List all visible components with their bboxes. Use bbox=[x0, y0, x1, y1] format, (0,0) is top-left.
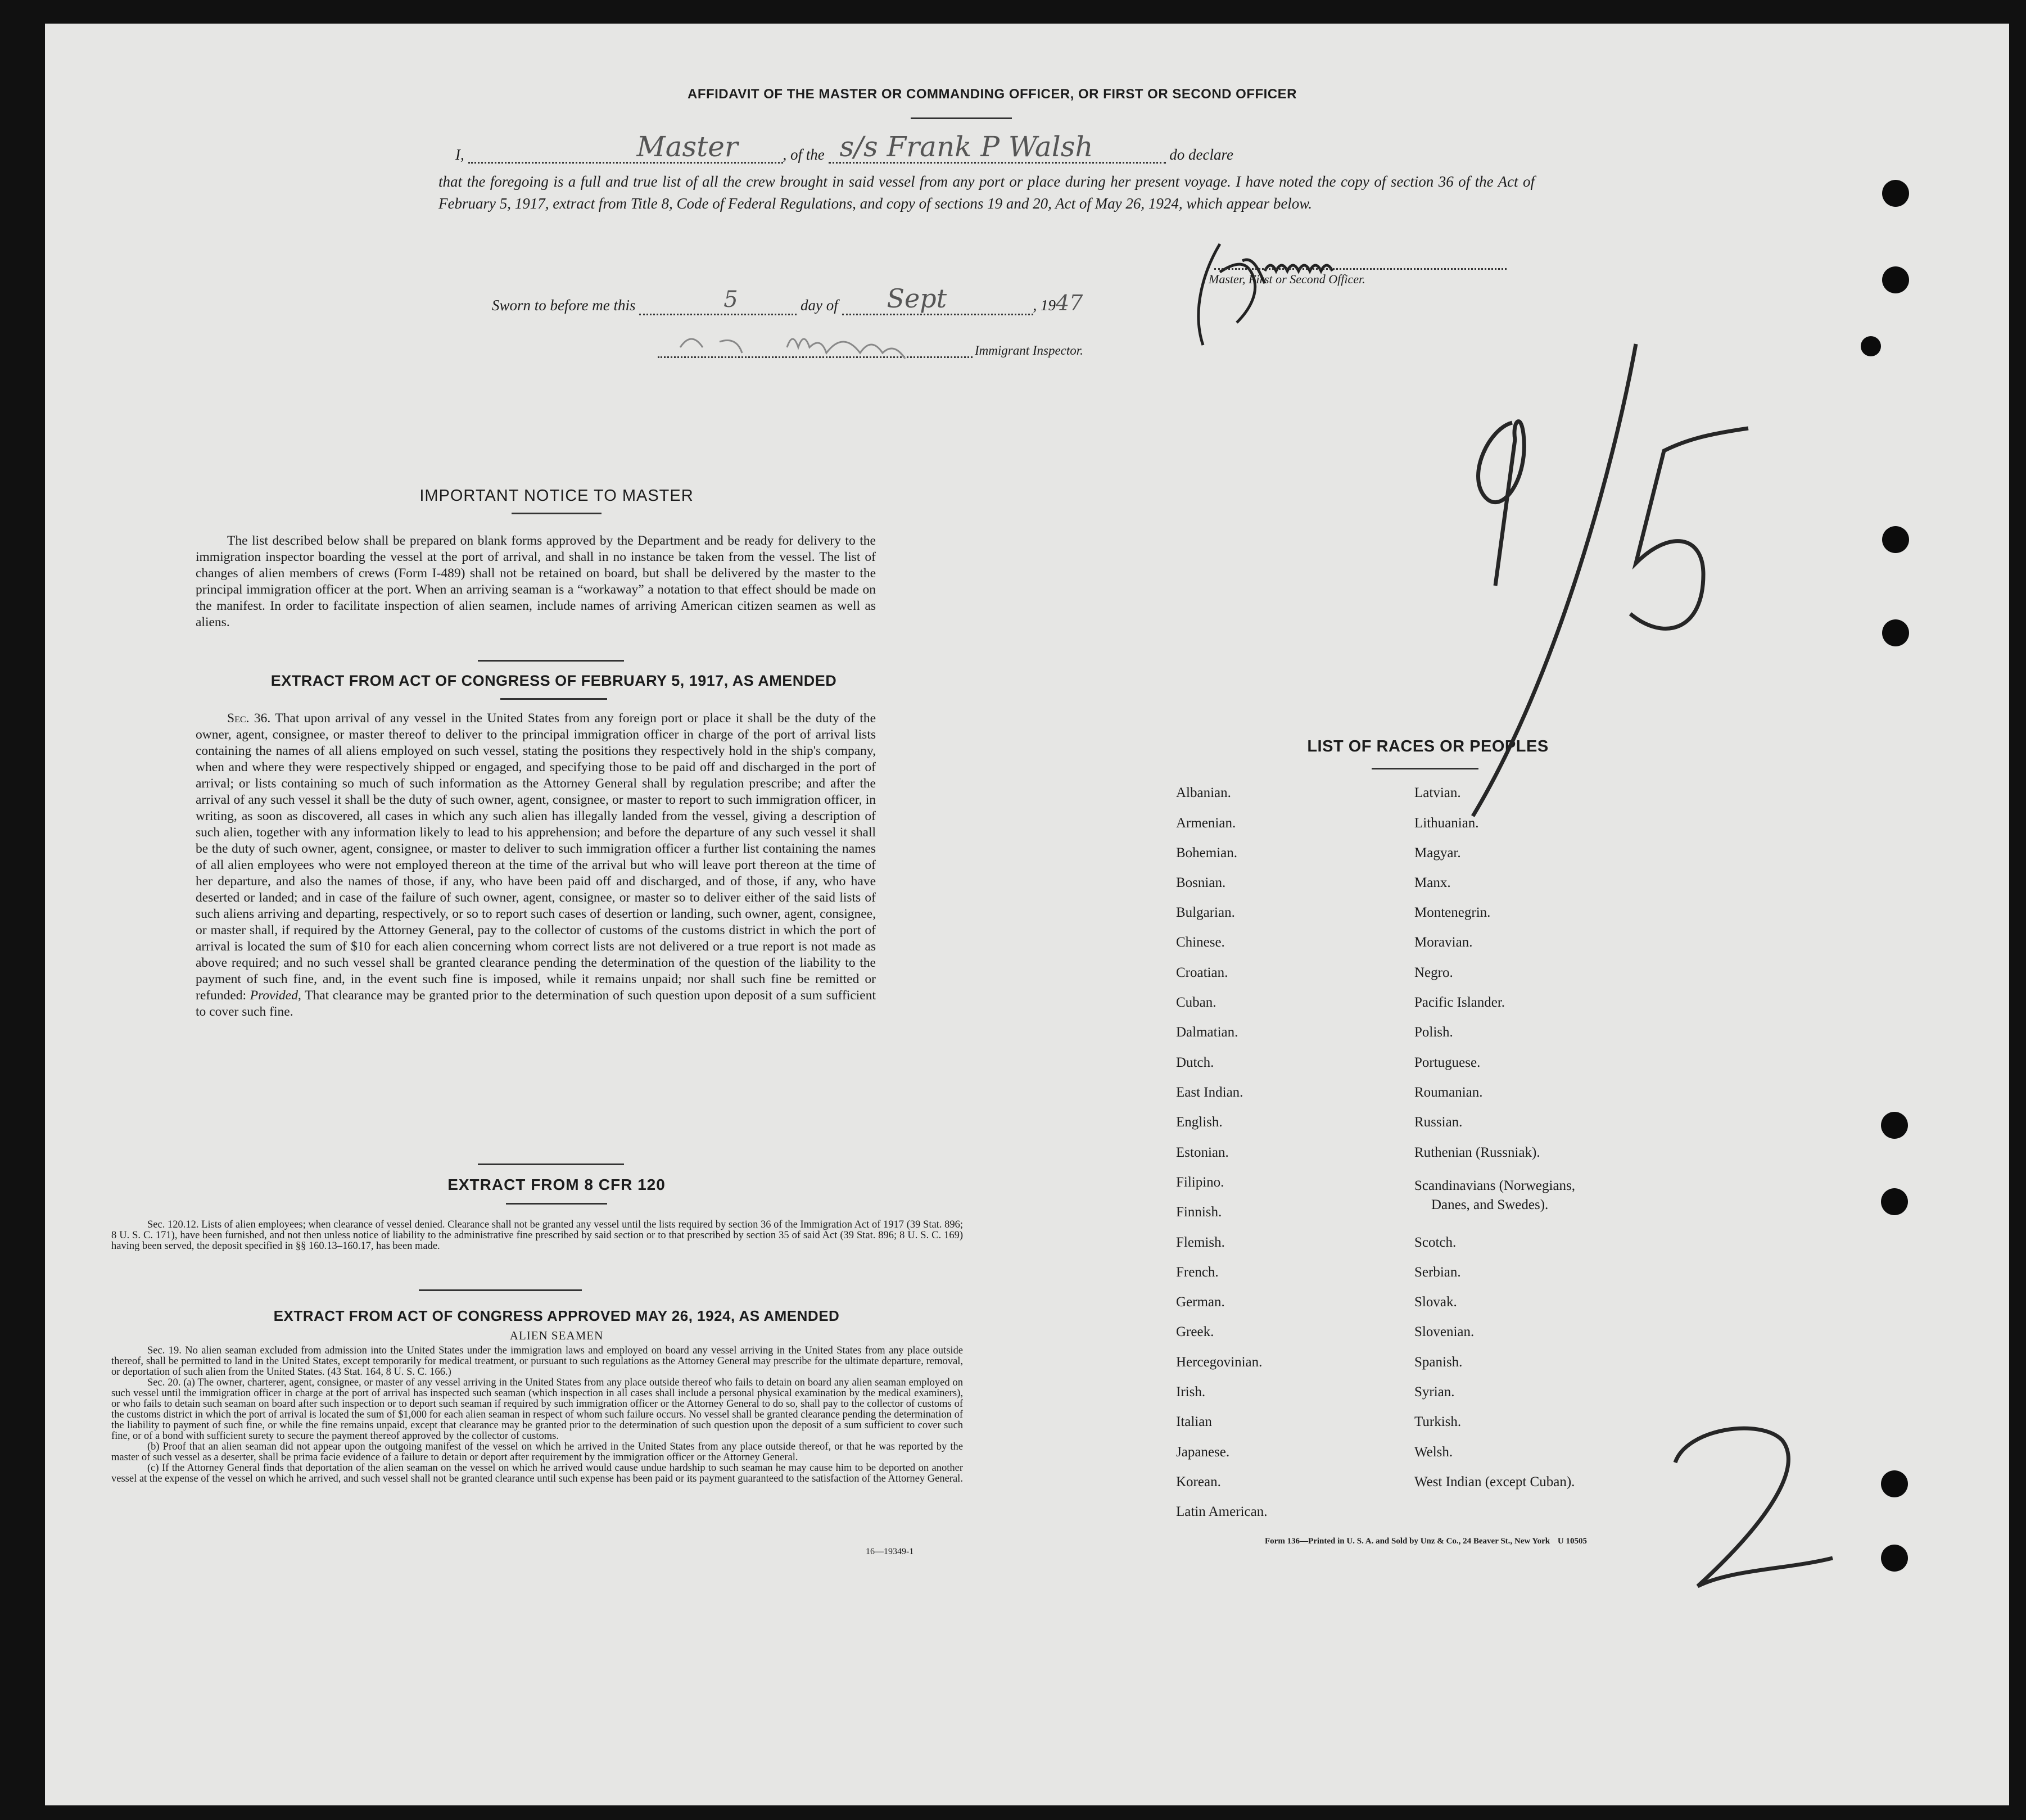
race-item: Latvian. bbox=[1414, 785, 1461, 800]
of-the-label: , of the bbox=[783, 146, 825, 163]
sec-19-text: Sec. 19. No alien seaman excluded from admission into the United States under the immigration laws and employed on board any vessel arriving in the United States from any place outside thereof, shall be permitted to land in the United States, except temporarily for medical treatment, or pursuant to such regulations as the Attorney General may prescribe for the ultimate departure, removal, or deportation of such alien from the United States. (43 Stat. 164, 8 U. S. C. 166.) bbox=[111, 1345, 963, 1378]
cfr-body: Sec. 120.12. Lists of alien employees; when clearance of vessel denied. Clearance shall not be granted any vessel until the lists required by section 36 of the Immigration Act of 1917 (39 Stat. 896; 8 U. S. C. 171), have been furnished, and not then unless notice of liability to the administrative fine prescribed by said section or to that prescribed by section 35 of said Act (39 Stat. 896; 8 U. S. C. 169) having been served, the deposit specified in §§ 160.13–160.17, has been made. bbox=[111, 1219, 963, 1252]
extract-1924-title: EXTRACT FROM ACT OF CONGRESS APPROVED MAY 26, 1924, AS AMENDED bbox=[273, 1307, 840, 1324]
race-item: German. bbox=[1176, 1294, 1225, 1310]
cfr-separator bbox=[419, 1289, 582, 1291]
race-item: Moravian. bbox=[1414, 935, 1473, 950]
handwritten-day: 5 bbox=[723, 287, 738, 313]
race-item: Negro. bbox=[1414, 965, 1453, 980]
race-item: Montenegrin. bbox=[1414, 905, 1491, 920]
punch-hole bbox=[1881, 1545, 1908, 1572]
inspector-label: Immigrant Inspector. bbox=[975, 343, 1083, 357]
punch-hole bbox=[1882, 526, 1909, 553]
sec-19-20-block bbox=[111, 1346, 963, 1484]
race-item: Roumanian. bbox=[1414, 1085, 1483, 1100]
race-item: Scandinavians (Norwegians, bbox=[1414, 1178, 1576, 1193]
race-item: Dalmatian. bbox=[1176, 1025, 1238, 1040]
race-item: Slovenian. bbox=[1414, 1324, 1475, 1339]
sworn-label: Sworn to before me this bbox=[492, 297, 636, 314]
inspector-signature-field bbox=[658, 337, 973, 358]
alien-seamen-subtitle: ALIEN SEAMEN bbox=[509, 1329, 604, 1342]
race-item: Dutch. bbox=[1176, 1055, 1214, 1070]
sec-36-text-a: That upon arrival of any vessel in the United States from any foreign port or place it shall be the duty of the owner, agent, consignee, or master thereof to deliver to the principal immigration officer in charge of the port of arrival lists containing the names of all aliens employed on such vessel, stating the positions they respectively hold in the ship's company, when and where they were respectively shipped or engaged, and specifying those to be paid off and discharged in the port of arrival; or lists containing so much of such information as the Attorney General shall by regulation prescribe; and after the arrival of any such vessel it shall be the duty of such owner, agent, consignee, or master to report to such immigration officer, in writing, as soon as discovered, all cases in which any such alien has illegally landed from the vessel, giving a description of such alien, together with any information likely to lead to his apprehension; and before the departure of any such vessel it shall be the duty of such owner, agent, consignee, or master to deliver to such immigration officer a further list containing the names of all alien employees who were not employed thereon at the time of the arrival but who will leave port thereon at the time of her departure, and also the names of those, if any, who have been paid off and discharged, and of those, if any, who have deserted or landed; and in case of the failure of such owner, agent, consignee, or master so to deliver either of the said lists of such aliens arriving and departing, respectively, or so to report such cases of desertion or landing, such owner, agent, consignee, or master shall, if required by the Attorney General, pay to the collector of customs of the customs district in which the port of arrival is located the sum of $10 for each alien concerning whom correct lists are not delivered or a true report is not made as above required; and no such vessel shall be granted clearance pending the determination of the question of the liability to the payment of such fine, and, in the event such fine is imposed, while it remains unpaid; nor shall such fine be remitted or refunded: bbox=[196, 711, 876, 1003]
race-item: Estonian. bbox=[1176, 1145, 1229, 1160]
punch-hole bbox=[1882, 266, 1909, 293]
sworn-line bbox=[492, 283, 1083, 315]
inspector-line bbox=[658, 337, 1083, 358]
race-item: Hercegovinian. bbox=[1176, 1355, 1263, 1370]
race-item: Albanian. bbox=[1176, 785, 1231, 800]
print-code: 16—19349-1 bbox=[866, 1547, 914, 1556]
sec-36-body bbox=[196, 710, 876, 1020]
race-item: Bulgarian. bbox=[1176, 905, 1235, 920]
notice-separator bbox=[478, 660, 624, 662]
affidavit-title: AFFIDAVIT OF THE MASTER OR COMMANDING OFFICER, OR FIRST OR SECOND OFFICER bbox=[687, 87, 1297, 102]
punch-hole bbox=[1881, 1112, 1908, 1139]
race-item: French. bbox=[1176, 1265, 1219, 1280]
race-item: Ruthenian (Russniak). bbox=[1414, 1145, 1540, 1160]
extract-1917-rule bbox=[500, 698, 607, 700]
sec-20b-text: (b) Proof that an alien seaman did not appear upon the outgoing manifest of the vessel on which he arrived in the United States from any place outside thereof, or that he was reported by the master of such vessel as a deserter, shall be prima facie evidence of a failure to detain or deport after requirement by the immigration officer or the Attorney General. bbox=[111, 1441, 963, 1463]
race-item: Serbian. bbox=[1414, 1265, 1461, 1280]
race-item: Welsh. bbox=[1414, 1445, 1453, 1460]
race-item: Finnish. bbox=[1176, 1205, 1222, 1220]
signature-line bbox=[1214, 268, 1507, 270]
affidavit-i: I, bbox=[455, 146, 464, 163]
race-item: Scotch. bbox=[1414, 1235, 1457, 1250]
handwritten-month: Sept bbox=[887, 283, 947, 314]
race-item: Italian bbox=[1176, 1414, 1212, 1429]
handwritten-year: 47 bbox=[1056, 291, 1083, 315]
affidavit-body: that the foregoing is a full and true list of all the crew brought in said vessel from any port or place during her present voyage. I have noted the copy of section 36 of the Act of February 5, 1917, extract from Title 8, Code of Federal Regulations, and copy of sections 19 and 20, Act of May 26, 1924, which appear below. bbox=[438, 173, 1535, 212]
master-signature bbox=[1181, 238, 1338, 356]
vessel-field bbox=[829, 130, 1166, 164]
race-item: Slovak. bbox=[1414, 1294, 1457, 1310]
race-item: West Indian (except Cuban). bbox=[1414, 1474, 1575, 1489]
race-item: English. bbox=[1176, 1115, 1223, 1130]
race-item: Spanish. bbox=[1414, 1355, 1463, 1370]
notice-body: The list described below shall be prepared on blank forms approved by the Department and be ready for delivery to the immigration inspector boarding the vessel at the port of arrival, and shall in no instance be taken from the vessel. The list of changes of alien members of crews (Form I-489) shall not be retained on board, but shall be delivered by the master to the principal immigration officer at the port. When an arriving seaman is a “workaway” a notation to that effect should be made on the manifest. In order to facilitate inspection of alien seamen, include names of arriving American citizen seamen as well as aliens. bbox=[196, 533, 876, 630]
officer-label: Master, First or Second Officer. bbox=[1209, 272, 1365, 286]
form-code: U 10505 bbox=[1557, 1537, 1587, 1546]
handwritten-corner-number bbox=[1664, 1418, 1844, 1603]
race-item: Portuguese. bbox=[1414, 1055, 1481, 1070]
race-item: Cuban. bbox=[1176, 995, 1216, 1010]
punch-hole bbox=[1881, 1188, 1908, 1215]
affidavit-first-line bbox=[455, 130, 1535, 164]
race-item: East Indian. bbox=[1176, 1085, 1243, 1100]
sec-20c-text: (c) If the Attorney General finds that deportation of the alien seaman on the vessel on which he arrived would cause undue hardship to such seaman he may cause him to be deported on another vessel at the expense of the vessel on which he arrived, and such vessel shall not be granted clearance until such expense has been paid or its payment guaranteed to the satisfaction of the Attorney General. bbox=[111, 1463, 963, 1484]
punch-hole bbox=[1861, 336, 1881, 356]
race-item: Polish. bbox=[1414, 1025, 1453, 1040]
race-item: Syrian. bbox=[1414, 1384, 1455, 1400]
form-footer bbox=[1265, 1537, 1587, 1546]
race-item: Flemish. bbox=[1176, 1235, 1225, 1250]
extract-1917-title: EXTRACT FROM ACT OF CONGRESS OF FEBRUARY 5, 1917, AS AMENDED bbox=[270, 672, 837, 689]
races-title: LIST OF RACES OR PEOPLES bbox=[1307, 737, 1549, 755]
race-item: Lithuanian. bbox=[1414, 816, 1479, 831]
race-item: Danes, and Swedes). bbox=[1431, 1197, 1549, 1212]
race-item: Greek. bbox=[1176, 1324, 1214, 1339]
race-item: Japanese. bbox=[1176, 1445, 1230, 1460]
notice-title-rule bbox=[512, 513, 602, 514]
provided-label: Provided, bbox=[250, 988, 301, 1003]
race-item: Croatian. bbox=[1176, 965, 1228, 980]
form-printer-line: Form 136—Printed in U. S. A. and Sold by Unz & Co., 24 Beaver St., New York bbox=[1265, 1537, 1550, 1546]
month-field bbox=[842, 283, 1033, 315]
race-item: Filipino. bbox=[1176, 1175, 1224, 1190]
race-item: Magyar. bbox=[1414, 845, 1461, 861]
sec-36-text-b: That clearance may be granted prior to the determination of such question upon deposit of a sum sufficient to cover such fine. bbox=[196, 988, 876, 1019]
punch-hole bbox=[1881, 1470, 1908, 1497]
handwritten-rank: Master bbox=[636, 130, 738, 163]
race-item: Armenian. bbox=[1176, 816, 1236, 831]
do-declare-label: do declare bbox=[1169, 146, 1233, 163]
race-item: Pacific Islander. bbox=[1414, 995, 1505, 1010]
cfr-title: EXTRACT FROM 8 CFR 120 bbox=[447, 1176, 666, 1193]
race-item: Turkish. bbox=[1414, 1414, 1462, 1429]
sec-36-label: Sec. 36. bbox=[227, 711, 271, 726]
race-item: Manx. bbox=[1414, 875, 1451, 890]
year-prefix: , 19 bbox=[1033, 297, 1056, 314]
title-rule bbox=[911, 117, 1012, 119]
race-item: Russian. bbox=[1414, 1115, 1463, 1130]
extract-1917-separator bbox=[478, 1163, 624, 1165]
day-field bbox=[639, 287, 797, 315]
cfr-title-rule bbox=[506, 1203, 607, 1205]
day-of-label: day of bbox=[801, 297, 838, 314]
document-page bbox=[45, 24, 2009, 1805]
race-item: Irish. bbox=[1176, 1384, 1206, 1400]
inspector-signature bbox=[675, 325, 956, 359]
notice-title: IMPORTANT NOTICE TO MASTER bbox=[419, 487, 694, 505]
race-item: Korean. bbox=[1176, 1474, 1221, 1489]
handwritten-fraction bbox=[1372, 327, 1765, 867]
race-item: Latin American. bbox=[1176, 1504, 1268, 1519]
race-item: Bohemian. bbox=[1176, 845, 1238, 861]
race-item: Bosnian. bbox=[1176, 875, 1226, 890]
punch-hole bbox=[1882, 619, 1909, 646]
handwritten-vessel-name: s/s Frank P Walsh bbox=[839, 130, 1093, 163]
race-item: Chinese. bbox=[1176, 935, 1225, 950]
sec-20a-text: Sec. 20. (a) The owner, charterer, agent, consignee, or master of any vessel arriving in the United States from any place outside thereof who fails to detain on board any alien seaman employed on such vessel until the immigration officer in charge at the port of arrival has inspected such seaman (which inspection in all cases shall include a personal physical examination by the medical examiners), or who fails to detain such seaman on board after such inspection or to deport such seaman if required by such immigration officer or the Attorney General to do so, shall pay to the collector of customs of the customs district in which the port of arrival is located the sum of $1,000 for each alien seaman in respect of whom such failure occurs. No vessel shall be granted clearance pending the determination of the liability to payment of such fine, or while the fine remains unpaid, except that clearance may be granted prior to the determination of such question upon the deposit of a sum sufficient to cover such fine, or of a bond with sufficient surety to secure the payment thereof approved by the collector of customs. bbox=[111, 1377, 963, 1442]
rank-field bbox=[468, 130, 783, 164]
punch-hole bbox=[1882, 180, 1909, 207]
